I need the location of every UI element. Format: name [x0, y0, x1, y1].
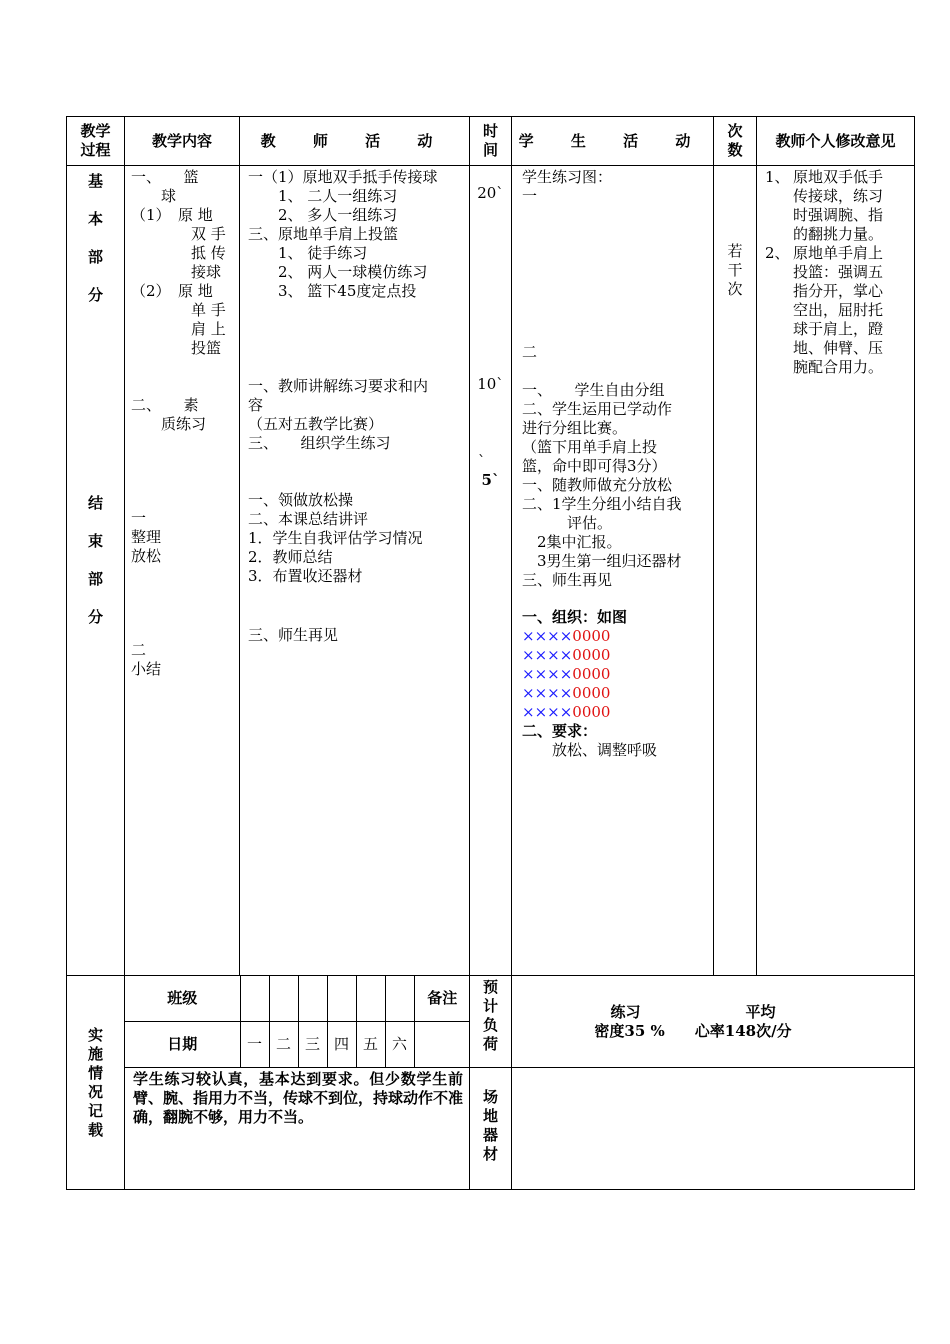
- opinion-line: 球于肩上，蹬: [793, 320, 884, 338]
- header-teacher: 教 师 活 动: [240, 117, 470, 166]
- teacher-line: 1．学生自我评估学习情况: [248, 529, 423, 547]
- opinion-line: 指分开，掌心: [793, 282, 884, 300]
- load-char: 预: [482, 978, 498, 996]
- header-process: [67, 117, 125, 166]
- day-cell: 四: [327, 1021, 356, 1067]
- student-line: （篮下用单手肩上投: [522, 438, 658, 456]
- opinion-item: [765, 168, 908, 244]
- opinion-line: 空出，屈肘托: [793, 301, 884, 319]
- student-diagram-two: 二: [522, 343, 538, 361]
- content-line: 球: [131, 187, 177, 205]
- header-opinion: 教师个人修改意见: [757, 117, 915, 166]
- content-line: （2） 原 地: [131, 282, 213, 300]
- formation-x: ××××: [522, 646, 573, 664]
- teacher-line: 一（1）原地双手抵手传接球: [248, 168, 438, 186]
- content-line: 投篮: [131, 339, 222, 357]
- header-student: 学 生 活 动: [512, 117, 714, 166]
- day-cell: 二: [269, 1021, 298, 1067]
- day-cell: 六: [385, 1021, 414, 1067]
- student-line: 进行分组比赛。: [522, 419, 628, 437]
- formation-o: 0000: [572, 665, 611, 683]
- opinion-line: 投篮：强调五: [793, 263, 884, 281]
- opinion-line: 地、伸臂、压: [793, 339, 884, 357]
- time-value: 5`: [481, 471, 500, 489]
- load-char: 负: [482, 1016, 498, 1034]
- time-value: 20`: [477, 184, 504, 202]
- student-line: 一、随教师做充分放松: [522, 476, 673, 494]
- teacher-line: 容: [248, 396, 264, 414]
- header-content: 教学内容: [125, 117, 240, 166]
- load-density-label: 练习: [610, 1002, 641, 1021]
- teacher-line: 2、 两人一球模仿练习: [248, 263, 428, 281]
- day-cell: 五: [356, 1021, 385, 1067]
- student-req-text: 放松、调整呼吸: [522, 741, 658, 759]
- venue-label-cell: [470, 1068, 512, 1190]
- class-slot: [240, 976, 269, 1021]
- impl-label-cell: [67, 976, 125, 1190]
- content-quality-line2: 质练习: [131, 415, 207, 433]
- content-quality-line1: 二、 素: [131, 396, 199, 414]
- load-line1: [512, 1003, 914, 1022]
- content-line: 双 手: [131, 225, 226, 243]
- content-line: 抵 传: [131, 244, 226, 262]
- process-ending: [67, 494, 124, 646]
- formation-x: ××××: [522, 627, 573, 645]
- content-line: 肩 上: [131, 320, 226, 338]
- teacher-line: 3、 篮下45度定点投: [248, 282, 417, 300]
- venue-char: 材: [482, 1145, 498, 1163]
- lesson-plan-table: [66, 116, 915, 1190]
- time-tick: `: [478, 452, 486, 470]
- teacher-line: 1、 二人一组练习: [248, 187, 398, 205]
- header-process-line1: 教学: [80, 122, 111, 140]
- impl-label-char: 载: [87, 1120, 103, 1139]
- count-char: 若: [727, 242, 743, 260]
- opinion-line: 原地双手低手: [793, 168, 884, 186]
- content-line: 一、 篮: [131, 168, 199, 186]
- student-line: 评估。: [522, 514, 613, 532]
- header-time-line2: 间: [482, 141, 498, 159]
- teacher-line: 3．布置收还器材: [248, 567, 363, 585]
- venue-char: 地: [482, 1107, 498, 1125]
- content-relax-line1: 整理: [131, 528, 162, 546]
- content-summary-num: 二: [131, 641, 147, 659]
- process-ending-char: 部: [87, 570, 103, 588]
- teacher-line: 三、原地单手肩上投篮: [248, 225, 399, 243]
- venue-char: 器: [482, 1126, 498, 1144]
- opinion-line: 腕配合用力。: [793, 358, 884, 376]
- student-line: 3男生第一组归还器材: [522, 552, 682, 570]
- student-line: 篮，命中即可得3分）: [522, 457, 667, 475]
- process-basic: [67, 172, 124, 324]
- formation-row: [522, 684, 709, 703]
- count-char: 次: [727, 280, 743, 298]
- opinion-num: 2、: [765, 244, 790, 262]
- class-date-grid: [125, 976, 470, 1067]
- time-value: 10`: [477, 375, 504, 393]
- day-cell: 三: [298, 1021, 327, 1067]
- student-line: 二、学生运用已学动作: [522, 400, 673, 418]
- load-char: 荷: [482, 1035, 498, 1053]
- opinion-line: 的翻挑力量。: [793, 225, 884, 243]
- student-diagram-title: 学生练习图：: [522, 168, 613, 186]
- formation-o: 0000: [572, 627, 611, 645]
- process-basic-char: 基: [87, 172, 103, 190]
- content-line: 单 手: [131, 301, 226, 319]
- impl-label-char: 记: [87, 1101, 103, 1120]
- opinion-num: 1、: [765, 168, 790, 186]
- count-cell: [714, 166, 757, 976]
- student-req-title: 二、要求：: [522, 722, 598, 740]
- formation-x: ××××: [522, 665, 573, 683]
- teacher-line: 1、 徒手练习: [248, 244, 368, 262]
- formation: [522, 627, 709, 722]
- opinion-item: [765, 244, 908, 377]
- header-count-line2: 数: [727, 141, 743, 159]
- process-basic-char: 部: [87, 248, 103, 266]
- date-label: 日期: [125, 1021, 240, 1067]
- formation-row: [522, 646, 709, 665]
- process-basic-char: 分: [87, 286, 103, 304]
- remark-value: [414, 1021, 470, 1067]
- content-line: （1） 原 地: [131, 206, 213, 224]
- teacher-line: 三、师生再见: [248, 626, 339, 644]
- header-count-line1: 次: [727, 122, 743, 140]
- teacher-line: （五对五教学比赛）: [248, 415, 384, 433]
- record-text: 学生练习较认真，基本达到要求。但少数学生前臂、腕、指用力不当，传球不到位，持球动作不准确，翻腕不够，用力不当。: [133, 1070, 464, 1126]
- teacher-line: 一、教师讲解练习要求和内: [248, 377, 429, 395]
- content-relax-line2: 放松: [131, 547, 162, 565]
- load-line2: 密度35 % 心率148次/分: [594, 1021, 792, 1040]
- class-slot: [385, 976, 414, 1021]
- process-cell: [67, 166, 125, 976]
- formation-o: 0000: [572, 703, 611, 721]
- impl-row-1: [67, 976, 915, 1068]
- venue-value-cell: [512, 1068, 915, 1190]
- student-line: 一、 学生自由分组: [522, 381, 665, 399]
- content-relax-num: 一: [131, 509, 147, 527]
- teacher-cell: [240, 166, 470, 976]
- formation-o: 0000: [572, 684, 611, 702]
- header-count: [714, 117, 757, 166]
- formation-x: ××××: [522, 703, 573, 721]
- formation-o: 0000: [572, 646, 611, 664]
- class-slot: [269, 976, 298, 1021]
- header-time-line1: 时: [482, 122, 498, 140]
- teacher-line: 三、 组织学生练习: [248, 434, 391, 452]
- opinion-line: 时强调腕、指: [793, 206, 884, 224]
- process-ending-char: 束: [87, 532, 103, 550]
- day-cell: 一: [240, 1021, 269, 1067]
- teacher-line: 2、 多人一组练习: [248, 206, 398, 224]
- teacher-line: 2．教师总结: [248, 548, 333, 566]
- content-line: 接球: [131, 263, 222, 281]
- impl-label-char: 况: [87, 1082, 103, 1101]
- load-char: 计: [482, 997, 498, 1015]
- formation-row: [522, 627, 709, 646]
- class-slot: [298, 976, 327, 1021]
- class-slot: [356, 976, 385, 1021]
- header-time: [470, 117, 512, 166]
- class-slot: [327, 976, 356, 1021]
- class-label: 班级: [125, 976, 240, 1021]
- class-date-grid-cell: [125, 976, 470, 1068]
- formation-row: [522, 665, 709, 684]
- impl-label-char: 施: [87, 1044, 103, 1063]
- formation-row: [522, 703, 709, 722]
- student-line: 二、1学生分组小结自我: [522, 495, 682, 513]
- load-value-cell: [512, 976, 915, 1068]
- teacher-line: 一、领做放松操: [248, 491, 354, 509]
- time-cell: [470, 166, 512, 976]
- remark-label: 备注: [414, 976, 470, 1021]
- student-cell: [512, 166, 714, 976]
- impl-label-char: 情: [87, 1063, 103, 1082]
- venue-char: 场: [482, 1088, 498, 1106]
- impl-label-char: 实: [87, 1025, 103, 1044]
- count-char: 干: [727, 261, 743, 279]
- header-process-line2: 过程: [80, 141, 111, 159]
- teacher-line: 二、本课总结讲评: [248, 510, 369, 528]
- process-basic-char: 本: [87, 210, 103, 228]
- opinion-cell: [757, 166, 915, 976]
- content-summary-label: 小结: [131, 660, 162, 678]
- process-ending-char: 分: [87, 608, 103, 626]
- student-line: 三、师生再见: [522, 571, 613, 589]
- load-avg-label: 平均: [745, 1002, 776, 1021]
- content-cell: [125, 166, 240, 976]
- student-diagram-one: 一: [522, 187, 538, 205]
- main-row: [67, 166, 915, 976]
- student-org-title: 一、组织：如图: [522, 608, 628, 626]
- load-label-cell: [470, 976, 512, 1068]
- opinion-line: 原地单手肩上: [793, 244, 884, 262]
- impl-row-2: [67, 1068, 915, 1190]
- student-line: 2集中汇报。: [522, 533, 622, 551]
- header-row: [67, 117, 915, 166]
- formation-x: ××××: [522, 684, 573, 702]
- opinion-line: 传接球，练习: [793, 187, 884, 205]
- record-cell: [125, 1068, 470, 1190]
- process-ending-char: 结: [87, 494, 103, 512]
